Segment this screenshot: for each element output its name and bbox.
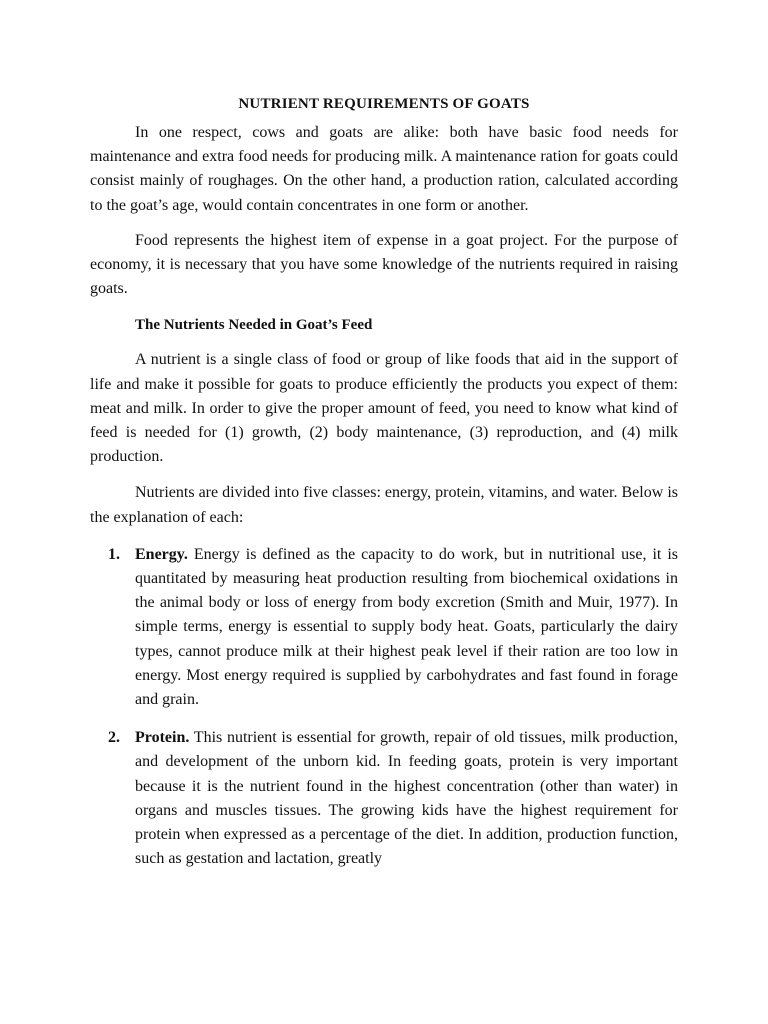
nutrient-list xyxy=(90,543,678,872)
list-item-text: Energy is defined as the capacity to do work, but in nutritional use, it is quantitated by measuring heat production resulting from biochemical oxidations in the animal body or loss of energy from body excretion (Smith and Muir, 1977). In simple terms, energy is essential to supply body heat. Goats, particularly the dairy types, cannot produce milk at their highest peak level if their ration are too low in energy. Most energy required is supplied by carbohydrates and fast found in forage and grain. xyxy=(135,545,679,709)
nutrient-classes-paragraph: Nutrients are divided into five classes: energy, protein, vitamins, and water. Below is the explanation of each: xyxy=(90,484,678,526)
list-item-energy xyxy=(90,543,678,712)
list-item-term: Energy. xyxy=(135,545,188,563)
document-page xyxy=(90,94,678,871)
list-item-number: 1. xyxy=(108,545,120,563)
list-item-protein xyxy=(90,726,678,871)
intro-paragraph: In one respect, cows and goats are alike: both have basic food needs for maintenance and extra food needs for producing milk. A maintenance ration for goats could consist mainly of roughages. On the other hand, a production ration, calculated according to the goat’s age, would contain concentrates in one form or another. xyxy=(90,124,678,214)
list-item-number: 2. xyxy=(108,729,120,747)
section-heading: The Nutrients Needed in Goat’s Feed xyxy=(135,317,373,334)
expense-paragraph: Food represents the highest item of expense in a goat project. For the purpose of economy, it is necessary that you have some knowledge of the nutrients required in raising goats. xyxy=(90,231,678,298)
nutrient-definition-paragraph: A nutrient is a single class of food or group of like foods that aid in the support of life and make it possible for goats to produce efficiently the products you expect of them: meat and milk. In order to give the proper amount of feed, you need to know what kind of feed is needed for (1) growth, (2) body maintenance, (3) reproduction, and (4) milk production. xyxy=(90,351,678,466)
document-title: NUTRIENT REQUIREMENTS OF GOATS xyxy=(238,96,530,112)
list-item-term: Protein. xyxy=(135,729,190,747)
list-item-text: This nutrient is essential for growth, repair of old tissues, milk production, and development of the unborn kid. In feeding goats, protein is very important because it is the nutrient found in the highest concentration (other than water) in organs and muscles tissues. The growing kids have the highest requirement for protein when expressed as a percentage of the diet. In addition, production function, such as gestation and lactation, greatly xyxy=(135,729,678,868)
